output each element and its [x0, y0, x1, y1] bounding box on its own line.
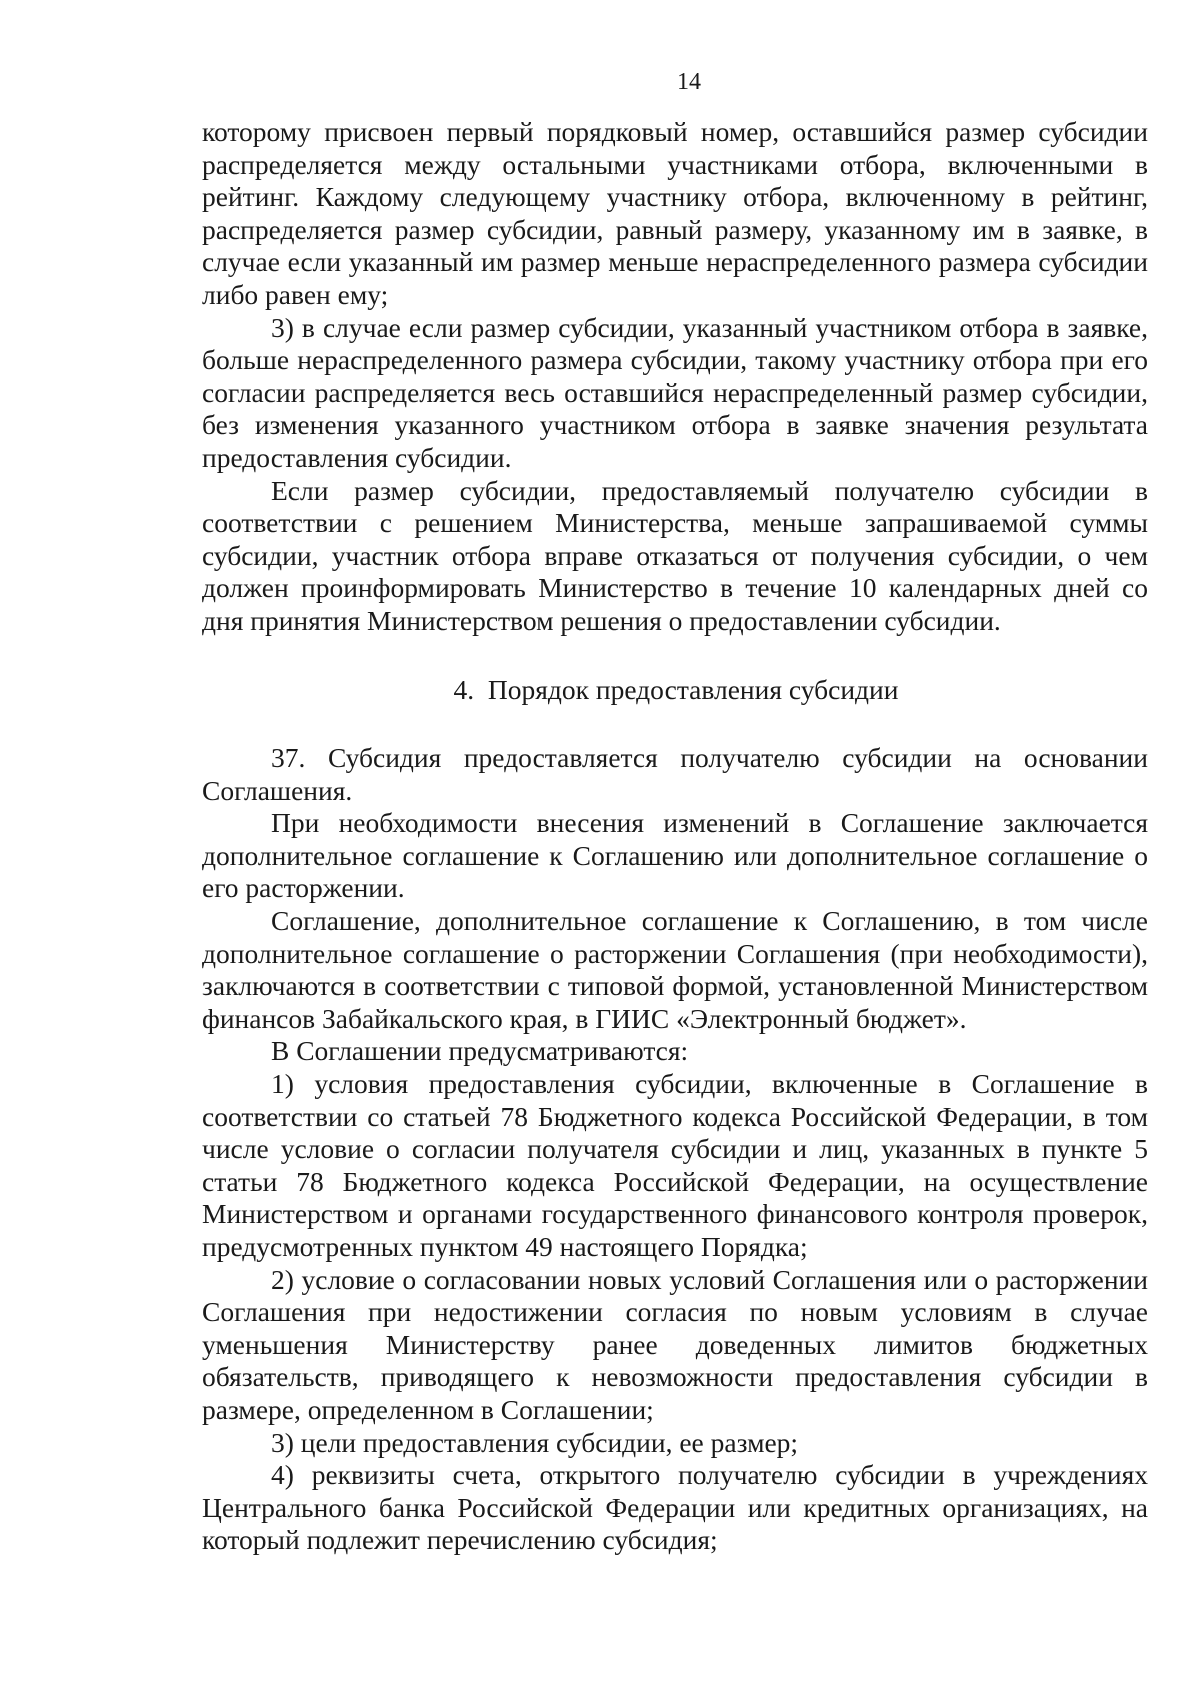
list-item-3: 3) цели предоставления субсидии, ее размер;: [271, 1426, 799, 1458]
paragraph-agreement-form: Соглашение, дополнительное соглашение к Соглашению, в том числе дополнительное соглашение о расторжении Соглашения (при необходимости), заключаются в соответствии с типовой формой, установленной Министерством финансов Забайкальского края, в ГИИС «Электронный бюджет».: [202, 905, 1148, 1034]
paragraph-agreement-provisions: В Соглашении предусматриваются:: [271, 1035, 689, 1067]
paragraph-37: 37. Субсидия предоставляется получателю субсидии на основании Соглашения.: [202, 742, 1148, 806]
list-item-1: 1) условия предоставления субсидии, включенные в Соглашение в соответствии со статьей 78 Бюджетного кодекса Российской Федерации, в том числе условие о согласии получателя субсидии и лиц, указанных в пункте 5 статьи 78 Бюджетного кодекса Российской Федерации, на осуществление Министерством и органами государственного финансового контроля проверок, предусмотренных пунктом 49 настоящего Порядка;: [202, 1068, 1148, 1262]
paragraph-amendments: При необходимости внесения изменений в Соглашение заключается дополнительное соглашение к Соглашению или дополнительное соглашение о его расторжении.: [202, 807, 1148, 904]
document-page: [202, 70, 1148, 1557]
list-item-2: 2) условие о согласовании новых условий Соглашения или о расторжении Соглашения при недостижении согласия по новым условиям в случае уменьшения Министерству ранее доведенных лимитов бюджетных обязательств, приводящего к невозможности предоставления субсидии в размере, определенном в Соглашении;: [202, 1263, 1148, 1425]
paragraph-item-3: 3) в случае если размер субсидии, указанный участником отбора в заявке, больше нераспределенного размера субсидии, такому участнику отбора при его согласии распределяется весь оставшийся нераспределенный размер субсидии, без изменения указанного участником отбора в заявке значения результата предоставления субсидии.: [202, 311, 1148, 473]
paragraph-continuation: которому присвоен первый порядковый номер, оставшийся размер субсидии распределяется между остальными участниками отбора, включенными в рейтинг. Каждому следующему участнику отбора, включенному в рейтинг, распределяется размер субсидии, равный размеру, указанному им в заявке, в случае если указанный им размер меньше нераспределенного размера субсидии либо равен ему;: [202, 116, 1148, 310]
section-title: 4. Порядок предоставления субсидии: [453, 673, 899, 705]
paragraph-refusal: Если размер субсидии, предоставляемый получателю субсидии в соответствии с решением Министерства, меньше запрашиваемой суммы субсидии, участник отбора вправе отказаться от получения субсидии, о чем должен проинформировать Министерство в течение 10 календарных дней со дня принятия Министерством решения о предоставлении субсидии.: [202, 474, 1148, 636]
page-number: 14: [677, 69, 701, 95]
list-item-4: 4) реквизиты счета, открытого получателю субсидии в учреждениях Центрального банка Российской Федерации или кредитных организациях, на который подлежит перечислению субсидия;: [202, 1459, 1148, 1556]
